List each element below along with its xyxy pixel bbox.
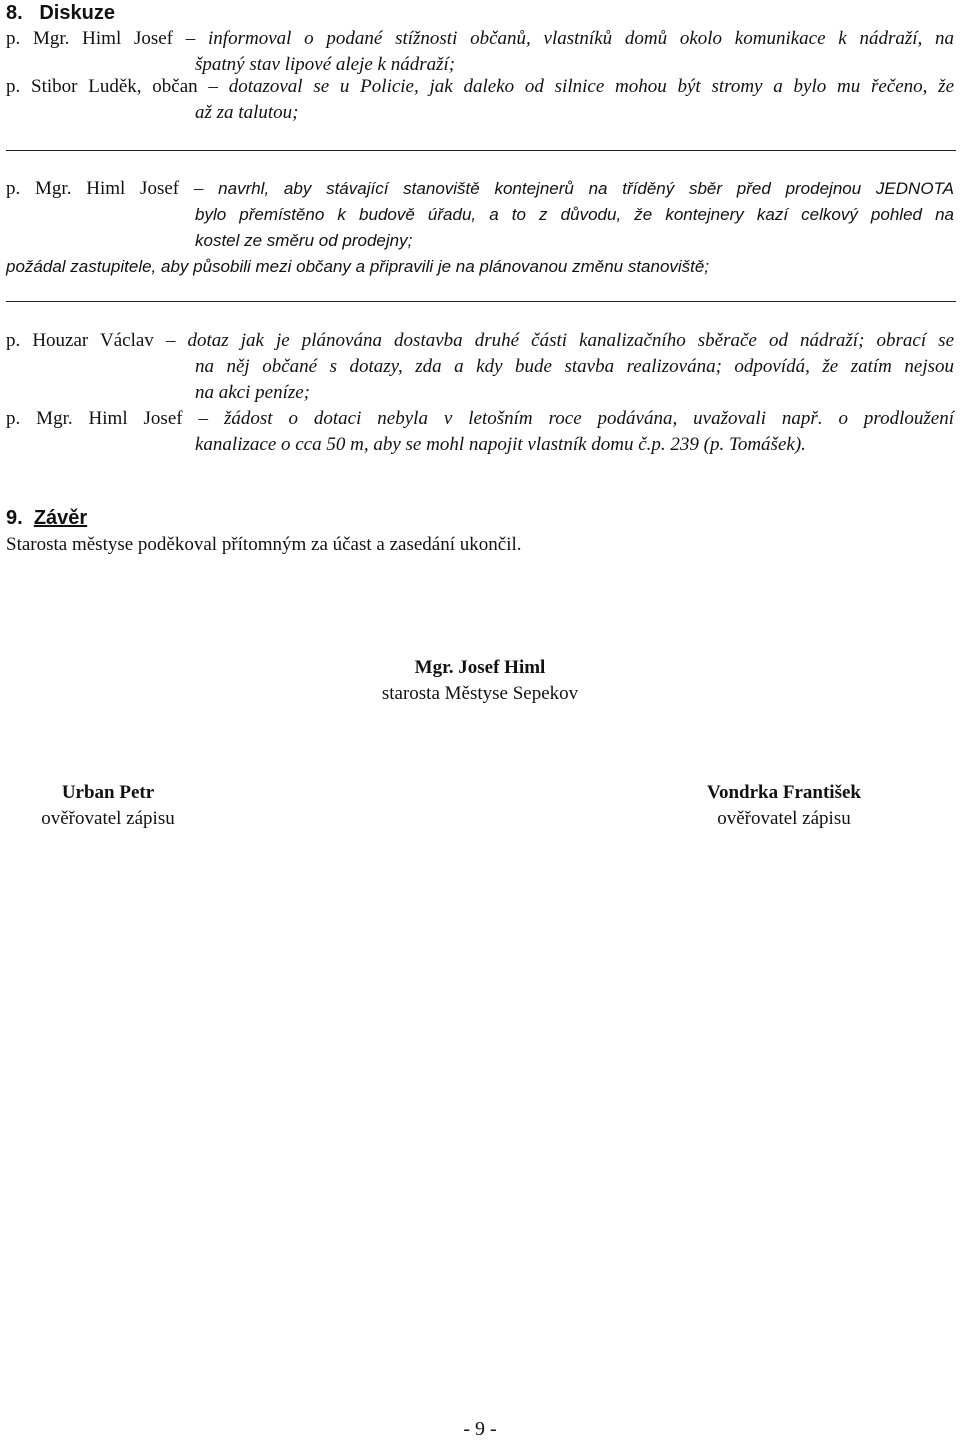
section-9-heading [6, 505, 87, 531]
block-3-line-1: dotaz jak je plánována dostavba druhé části kanalizačního sběrače od nádraží; obrací se [187, 330, 955, 351]
entry-2-line-1: dotazoval se u Policie, jak daleko od silnice mohou být stromy a bylo mu řečeno, že [228, 76, 955, 97]
block-3-line-3: na akci peníze; [195, 382, 311, 403]
block-3-speaker-1: p. Houzar Václav – [6, 330, 176, 351]
block-2-line-4: požádal zastupitele, aby působili mezi občany a připravili je na plánovanou změnu stanoviště; [6, 257, 710, 276]
verifier-left-signature [8, 780, 208, 832]
entry-1-line-1: informoval o podané stížnosti občanů, vlastníků domů okolo komunikace k nádraží, na [208, 28, 955, 49]
discussion-entry-1 [6, 26, 954, 78]
discussion-block-2 [6, 176, 954, 280]
verifier-right-name: Vondrka František [707, 782, 861, 803]
block-3-line-5: kanalizace o cca 50 m, aby se mohl napojit vlastník domu č.p. 239 (p. Tomášek). [195, 434, 806, 455]
block-2-line-2: bylo přemístěno k budově úřadu, a to z důvodu, že kontejnery kazí celkový pohled na [195, 205, 954, 224]
discussion-block-3 [6, 328, 954, 458]
entry-2-line-2: až za talutou; [195, 102, 299, 123]
section-8-heading [6, 0, 115, 26]
block-3-line-4: žádost o dotaci nebyla v letošním roce podávána, uvažovali např. o prodloužení [223, 408, 955, 429]
block-3-speaker-2: p. Mgr. Himl Josef – [6, 408, 209, 429]
entry-2-speaker: p. Stibor Luděk, občan – [6, 76, 218, 97]
block-2-line-1: navrhl, aby stávající stanoviště kontejnerů na tříděný sběr před prodejnou JEDNOTA [218, 179, 955, 198]
verifier-left-name: Urban Petr [61, 782, 155, 803]
divider-2 [6, 301, 956, 302]
verifier-left-role: ověřovatel zápisu [41, 808, 175, 829]
page-number: - 9 - [463, 1418, 497, 1440]
verifier-right-role: ověřovatel zápisu [717, 808, 851, 829]
block-3-line-2: na něj občané s dotazy, zda a kdy bude stavba realizována; odpovídá, že zatím nejsou [195, 356, 954, 377]
mayor-role: starosta Městyse Sepekov [381, 683, 579, 704]
verifier-right-signature [664, 780, 904, 832]
mayor-name: Mgr. Josef Himl [414, 657, 546, 678]
section-9-title: Závěr [33, 507, 88, 529]
entry-1-speaker: p. Mgr. Himl Josef – [6, 28, 196, 49]
divider-1 [6, 150, 956, 151]
mayor-signature [280, 655, 680, 707]
block-2-line-3: kostel ze směru od prodejny; [195, 231, 413, 250]
entry-1-line-2: špatný stav lipové aleje k nádraží; [195, 54, 456, 75]
block-2-speaker: p. Mgr. Himl Josef – [6, 178, 204, 199]
section-8-title: Diskuze [39, 2, 115, 24]
section-9-number: 9. [6, 507, 23, 529]
discussion-entry-2 [6, 74, 954, 126]
section-8-number: 8. [6, 2, 23, 24]
section-9-text: Starosta městyse poděkoval přítomným za účast a zasedání ukončil. [6, 534, 522, 555]
